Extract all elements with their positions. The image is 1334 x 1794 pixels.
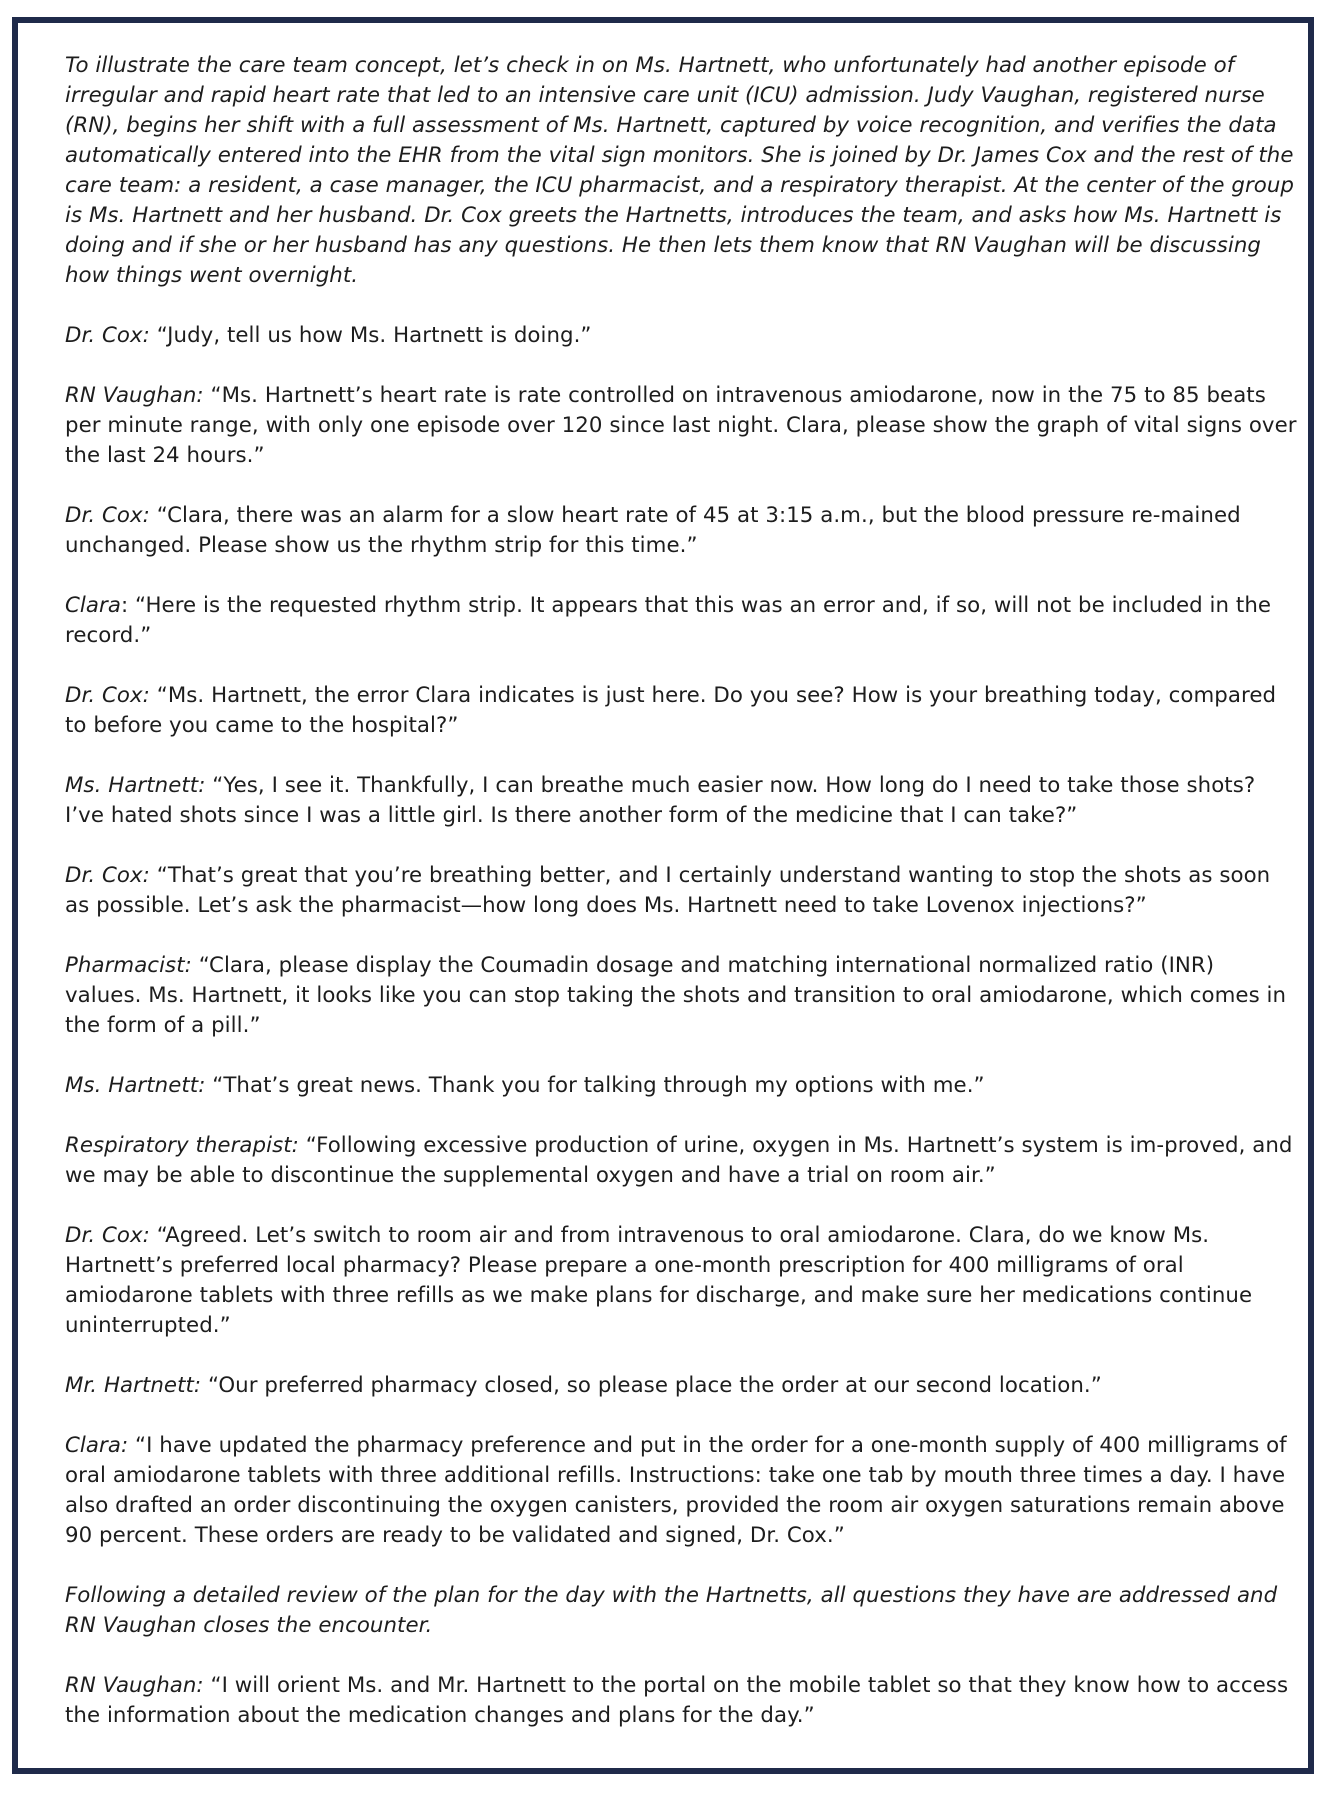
dialogue-text: “I will orient Ms. and Mr. Hartnett to the portal on the mobile tablet so that they know how to access the information about the medication changes and plans for the day.”	[65, 1673, 1289, 1728]
dialogue-line	[65, 1431, 1297, 1551]
speaker-name: Dr. Cox:	[65, 323, 150, 348]
dialogue-line	[65, 591, 1297, 651]
dialogue-line	[65, 321, 1297, 351]
dialogue-line	[65, 381, 1297, 471]
speaker-name: Ms. Hartnett:	[65, 773, 206, 798]
dialogue-text: “Yes, I see it. Thankfully, I can breathe much easier now. How long do I need to take those shots? I’ve hated shots since I was a little girl. Is there another form of the medicine that I can take?”	[65, 773, 1256, 828]
dialogue-line	[65, 1671, 1297, 1731]
speaker-name: Clara	[65, 593, 121, 618]
speaker-name: Mr. Hartnett:	[65, 1373, 202, 1398]
intro-paragraph: To illustrate the care team concept, let’s check in on Ms. Hartnett, who unfortunately had another episode of irregular and rapid heart rate that led to an intensive care unit (ICU) admission. Judy Vaughan, registered nurse (RN), begins her shift with a full assessment of Ms. Hartnett, captured by voice recognition, and verifies the data automatically entered into the EHR from the vital sign monitors. She is joined by Dr. James Cox and the rest of the care team: a resident, a case manager, the ICU pharmacist, and a respiratory therapist. At the center of the group is Ms. Hartnett and her husband. Dr. Cox greets the Hartnetts, introduces the team, and asks how Ms. Hartnett is doing and if she or her husband has any questions. He then lets them know that RN Vaughan will be discussing how things went overnight.	[65, 53, 1295, 288]
closing-paragraph: Following a detailed review of the plan for the day with the Hartnetts, all questions they have are addressed and RN Vaughan closes the encounter.	[65, 1583, 1278, 1638]
speaker-name: Pharmacist:	[65, 953, 192, 978]
dialogue-line	[65, 501, 1297, 561]
dialogue-text: “Clara, please display the Coumadin dosage and matching international normalized ratio (INR) values. Ms. Hartnett, it looks like you can stop taking the shots and transition to oral amiodarone, which comes in the form of a pill.”	[65, 953, 1287, 1038]
dialogue-text: “Agreed. Let’s switch to room air and from intravenous to oral amiodarone. Clara, do we know Ms. Hartnett’s preferred local pharmacy? Please prepare a one-month prescription for 400 milligrams of oral amiodarone tablets with three refills as we make plans for discharge, and make sure her medications continue uninterrupted.”	[65, 1223, 1253, 1338]
dialogue-line	[65, 1221, 1297, 1341]
dialogue-line	[65, 1371, 1297, 1401]
dialogue-text: “Our preferred pharmacy closed, so please place the order at our second location.”	[201, 1373, 1102, 1398]
speaker-name: Dr. Cox:	[65, 683, 150, 708]
dialogue-text: “Judy, tell us how Ms. Hartnett is doing.”	[149, 323, 592, 348]
dialogue-line	[65, 1131, 1297, 1191]
dialogue-text: “I have updated the pharmacy preference and put in the order for a one-month supply of 400 milligrams of oral amiodarone tablets with three additional refills. Instructions: take one tab by mouth three times a day. I have also drafted an order discontinuing the oxygen canisters, provided the room air oxygen saturations remain above 90 percent. These orders are ready to be validated and signed, Dr. Cox.”	[65, 1433, 1287, 1548]
document-body	[65, 51, 1297, 1761]
speaker-name: Dr. Cox:	[65, 503, 150, 528]
speaker-name: Dr. Cox:	[65, 1223, 150, 1248]
dialogue-line	[65, 861, 1297, 921]
document-frame	[12, 17, 1314, 1774]
dialogue-line	[65, 771, 1297, 831]
speaker-name: Ms. Hartnett:	[65, 1073, 206, 1098]
dialogue-text: “Following excessive production of urine, oxygen in Ms. Hartnett’s system is im-proved, and we may be able to discontinue the supplemental oxygen and have a trial on room air.”	[65, 1133, 1293, 1188]
speaker-name: Clara:	[65, 1433, 129, 1458]
dialogue-text: “Ms. Hartnett’s heart rate is rate controlled on intravenous amiodarone, now in the 75 to 85 beats per minute range, with only one episode over 120 since last night. Clara, please show the graph of vital signs over the last 24 hours.”	[65, 383, 1297, 468]
dialogue-text: “That’s great news. Thank you for talking through my options with me.”	[205, 1073, 985, 1098]
speaker-name: Dr. Cox:	[65, 863, 150, 888]
speaker-name: Respiratory therapist:	[65, 1133, 299, 1158]
dialogue-line	[65, 681, 1297, 741]
dialogue-text: : “Here is the requested rhythm strip. It appears that this was an error and, if so, will not be included in the record.”	[65, 593, 1272, 648]
dialogue-text: “Clara, there was an alarm for a slow heart rate of 45 at 3:15 a.m., but the blood pressure re-mained unchanged. Please show us the rhythm strip for this time.”	[65, 503, 1241, 558]
speaker-name: RN Vaughan:	[65, 383, 204, 408]
dialogue-line	[65, 1071, 1297, 1101]
dialogue-text: “Ms. Hartnett, the error Clara indicates is just here. Do you see? How is your breathing today, compared to before you came to the hospital?”	[65, 683, 1277, 738]
speaker-name: RN Vaughan:	[65, 1673, 204, 1698]
dialogue-line	[65, 951, 1297, 1041]
dialogue-text: “That’s great that you’re breathing better, and I certainly understand wanting to stop the shots as soon as possible. Let’s ask the pharmacist—how long does Ms. Hartnett need to take Lovenox injections?”	[65, 863, 1271, 918]
